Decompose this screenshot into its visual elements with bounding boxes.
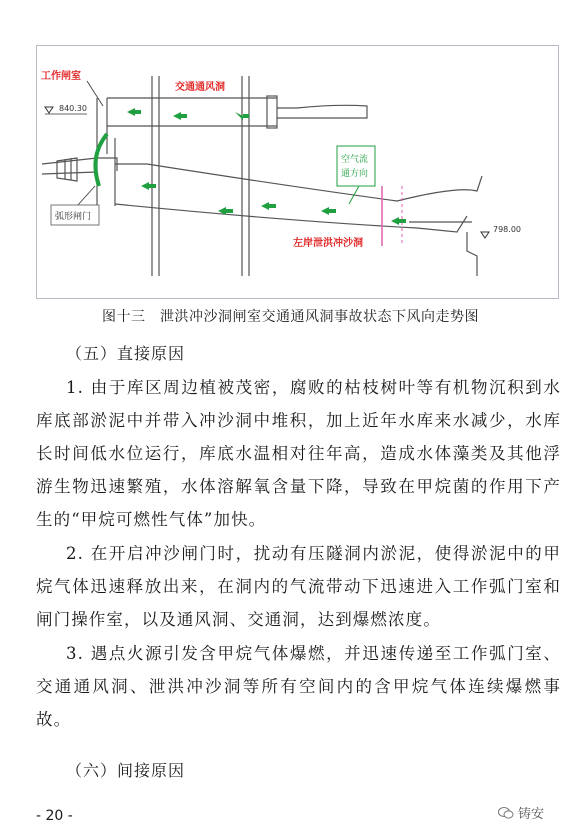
label-arc-gate: 弧形闸门: [55, 212, 92, 222]
label-airflow-line2: 通方向: [341, 169, 369, 179]
label-left-bank-tunnel: 左岸泄洪冲沙洞: [293, 238, 363, 249]
wechat-icon: [498, 806, 514, 820]
label-airflow-line1: 空气流: [341, 155, 369, 165]
paragraph-3-text: 3. 遇点火源引发含甲烷气体爆燃，并迅速传递至工作弧门室、交通通风洞、泄洪冲沙洞等所有空间内的含甲烷气体连续爆燃事故。: [36, 644, 561, 729]
figure-caption: 图十三 泄洪冲沙洞闸室交通通风洞事故状态下风向走势图: [102, 309, 479, 325]
paragraph-1-text: 1. 由于库区周边植被茂密，腐败的枯枝树叶等有机物沉积到水库底部淤泥中并带入冲沙洞中堆积，加上近年水库来水减少，水库长时间低水位运行，库底水温相对往年高，造成水体藻类及其他浮游生物迅速繁殖，水体溶解氧含量下降，导致在甲烷菌的作用下产生的“甲烷可燃性气体”加快。: [36, 378, 561, 529]
diagram-canvas: [37, 46, 558, 298]
watermark: [498, 803, 544, 822]
page-number: - 20 -: [36, 808, 73, 824]
paragraph-3: [36, 637, 561, 736]
section-heading-direct-cause: （五）直接原因: [66, 344, 186, 363]
paragraph-2-text: 2. 在开启冲沙闸门时，扰动有压隧洞内淤泥，使得淤泥中的甲烷气体迅速释放出来，在洞内的气流带动下迅速进入工作弧门室和闸门操作室，以及通风洞、交通洞，达到爆燃浓度。: [36, 544, 561, 629]
label-elevation-top: 840.30: [59, 104, 87, 113]
section-heading-indirect-cause: （六）间接原因: [66, 761, 186, 780]
airflow-callout-box: [337, 146, 375, 186]
paragraph-1: [36, 371, 561, 536]
elevation-top-marker: [45, 107, 53, 113]
label-traffic-vent-tunnel: 交通通风洞: [175, 82, 225, 93]
label-elevation-bottom: 798.00: [493, 225, 521, 234]
tunnel-airflow-diagram: [36, 45, 559, 299]
watermark-text: 铸安: [518, 807, 545, 822]
label-work-gate-room: 工作闸室: [41, 71, 81, 82]
elevation-bottom-marker: [481, 232, 489, 238]
paragraph-2: [36, 537, 561, 636]
